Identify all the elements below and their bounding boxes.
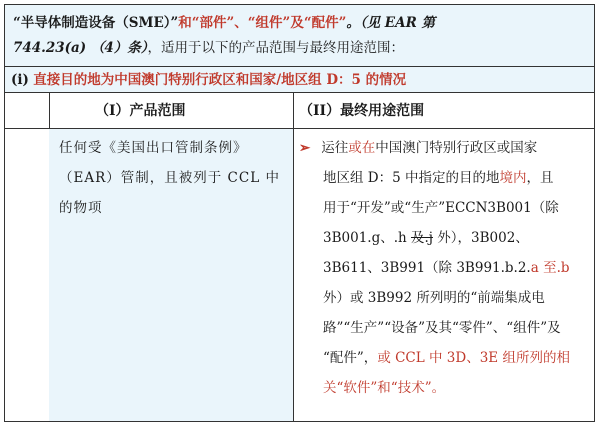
end-use-text: 3B001.g、.h xyxy=(323,230,411,246)
end-use-text: 路”“生产”“设备”及其“零件”、“组件”及 xyxy=(323,320,561,336)
end-use-text: 运往 xyxy=(321,140,349,156)
intro-parts: 和“部件”、“组件”及“配件” xyxy=(178,15,347,31)
section-prefix: (i) xyxy=(11,72,29,88)
end-use-highlight: 境内 xyxy=(499,170,527,186)
end-use-highlight: a 至.b xyxy=(530,260,570,276)
product-scope-header: （I）产品范围 xyxy=(49,93,293,129)
end-use-highlight: 关“软件”和“技术”。 xyxy=(323,380,446,396)
intro-reference: 。（见 EAR 第 xyxy=(346,15,435,31)
end-use-highlight: 或在 xyxy=(348,140,376,156)
end-use-text: ，且 xyxy=(526,170,554,186)
end-use-text: 3B611、3B991（除 3B991.b.2. xyxy=(323,260,531,276)
end-use-strikethrough: 及.j xyxy=(411,230,433,246)
product-scope-cell xyxy=(49,129,293,421)
intro-term: “半导体制造设备（SME）” xyxy=(13,15,179,31)
end-use-text: 外），3B002、 xyxy=(432,230,529,246)
section-title: 直接目的地为中国澳门特别行政区和国家/地区组 D：5 的情况 xyxy=(33,72,407,88)
product-line: 任何受《美国出口管制条例》 xyxy=(59,140,248,156)
end-use-text: 中国澳门特别行政区或国家 xyxy=(375,140,538,156)
intro-applies: ，适用于以下的产品范围与最终用途范围： xyxy=(147,40,405,56)
end-use-text: 用于“开发”或“生产”ECCN3B001（除 xyxy=(323,200,559,216)
regulation-table xyxy=(4,4,595,422)
row-label-cell xyxy=(5,93,49,129)
end-use-scope-header: （II）最终用途范围 xyxy=(293,93,594,129)
product-line: （EAR）管制，且被列于 CCL 中 xyxy=(59,170,280,186)
bullet-arrow-icon: ➢ xyxy=(299,140,311,156)
end-use-text: 外）或 3B992 所列明的“前端集成电 xyxy=(323,290,545,306)
end-use-text: “配件”， xyxy=(323,350,378,366)
section-heading xyxy=(5,67,594,93)
intro-article: 744.23(a) （4）条） xyxy=(13,40,148,56)
end-use-highlight: 或 CCL 中 3D、3E 组所列的相 xyxy=(377,350,570,366)
product-line: 的物项 xyxy=(59,200,103,216)
intro-paragraph xyxy=(5,5,594,67)
end-use-text: 地区组 D：5 中指定的目的地 xyxy=(323,170,500,186)
end-use-scope-cell xyxy=(293,129,594,421)
